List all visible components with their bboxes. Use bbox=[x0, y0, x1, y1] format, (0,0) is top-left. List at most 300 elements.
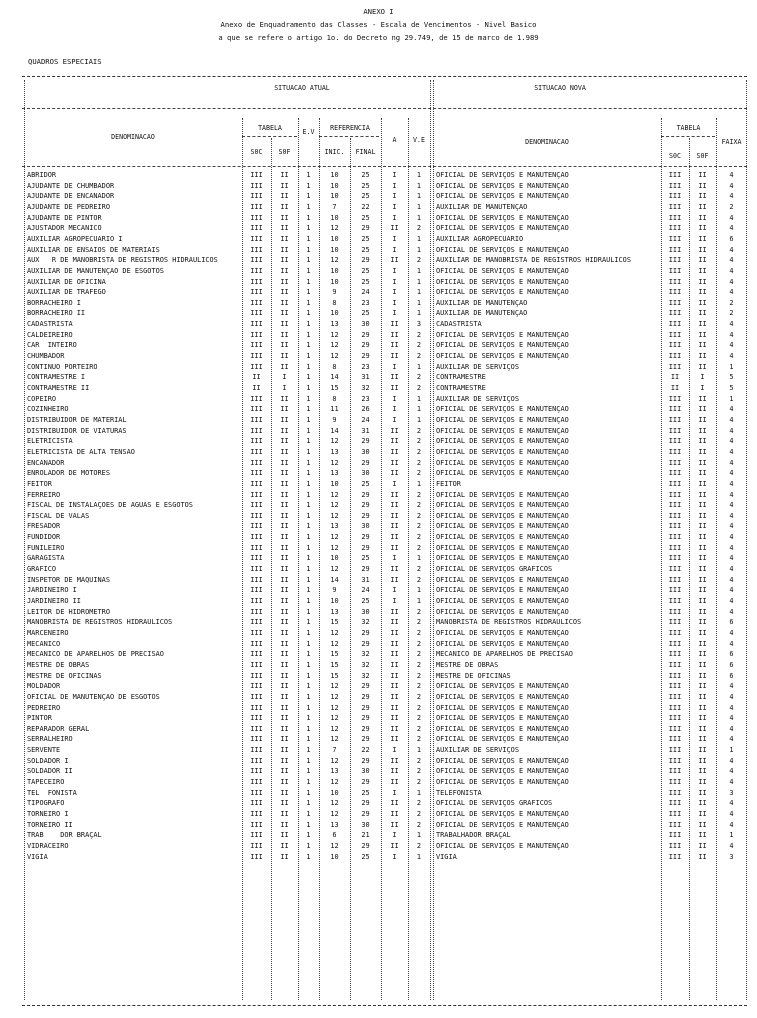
cell-soc-nova: III bbox=[668, 618, 682, 627]
cell-sof-atual: II bbox=[280, 820, 289, 829]
cell-denominacao-atual: TORNEIRO II bbox=[27, 820, 73, 829]
cell-soc-nova: III bbox=[668, 341, 682, 350]
cell-soc-atual: III bbox=[250, 692, 263, 701]
cell-inic: 10 bbox=[330, 245, 339, 254]
cell-final: 29 bbox=[361, 490, 370, 499]
cell-faixa: 6 bbox=[729, 234, 734, 243]
cell-denominacao-nova: OFICIAL DE SERVIÇOS E MANUTENÇAO bbox=[436, 703, 569, 712]
cell-denominacao-nova: OFICIAL DE SERVIÇOS E MANUTENÇAO bbox=[436, 490, 569, 499]
cell-soc-nova: III bbox=[668, 852, 682, 861]
table-row bbox=[0, 213, 757, 224]
cell-denominacao-nova: TELEFONISTA bbox=[436, 788, 482, 797]
cell-sof-atual: I bbox=[282, 384, 287, 392]
table-row bbox=[0, 298, 757, 309]
cell-soc-nova: III bbox=[668, 288, 682, 297]
cell-soc-atual: III bbox=[250, 575, 263, 584]
cell-soc-nova: III bbox=[668, 831, 682, 840]
cell-sof-atual: II bbox=[280, 192, 289, 201]
cell-soc-atual: III bbox=[250, 181, 263, 190]
cell-sof-nova: I bbox=[700, 384, 705, 392]
cell-soc-atual: III bbox=[250, 234, 263, 243]
cell-sof-atual: II bbox=[280, 437, 289, 446]
cell-sof-atual: II bbox=[280, 692, 289, 701]
cell-ev: 1 bbox=[306, 778, 311, 787]
cell-soc-atual: III bbox=[250, 309, 263, 318]
cell-denominacao-atual: COZINHEIRO bbox=[27, 405, 69, 414]
cell-faixa: 4 bbox=[729, 597, 734, 605]
cell-ve: 2 bbox=[416, 735, 422, 744]
table-row bbox=[0, 798, 757, 809]
cell-a: I bbox=[392, 597, 397, 605]
cell-soc-atual: III bbox=[250, 394, 263, 403]
cell-denominacao-nova: OFICIAL DE SERVIÇOS E MANUTENÇAO bbox=[436, 543, 569, 552]
cell-soc-nova: III bbox=[668, 692, 682, 701]
cell-final: 29 bbox=[361, 756, 370, 765]
cell-sof-atual: II bbox=[280, 181, 289, 190]
cell-sof-nova: II bbox=[698, 469, 707, 478]
cell-sof-atual: II bbox=[280, 469, 289, 478]
cell-soc-nova: III bbox=[668, 767, 682, 776]
cell-final: 29 bbox=[361, 256, 370, 265]
cell-denominacao-nova: OFICIAL DE SERVIÇOS E MANUTENÇAO bbox=[436, 458, 569, 467]
cell-ve: 2 bbox=[416, 618, 422, 627]
cell-sof-atual: II bbox=[280, 511, 289, 520]
cell-inic: 15 bbox=[330, 671, 339, 680]
cell-soc-atual: III bbox=[250, 671, 263, 680]
cell-denominacao-nova: OFICIAL DE SERVIÇOS E MANUTENÇAO bbox=[436, 554, 569, 563]
cell-denominacao-atual: MECANICO bbox=[27, 639, 61, 648]
cell-ev: 1 bbox=[306, 703, 311, 712]
cell-faixa: 4 bbox=[729, 810, 734, 818]
cell-inic: 7 bbox=[332, 746, 337, 755]
cell-sof-nova: II bbox=[698, 426, 707, 435]
cell-final: 31 bbox=[361, 575, 370, 584]
cell-soc-nova: III bbox=[668, 234, 682, 243]
cell-soc-nova: III bbox=[668, 682, 682, 691]
table-row bbox=[0, 713, 757, 724]
cell-sof-atual: II bbox=[280, 266, 289, 275]
cell-faixa: 6 bbox=[729, 671, 734, 680]
cell-faixa: 4 bbox=[729, 288, 734, 297]
cell-inic: 9 bbox=[332, 288, 337, 297]
cell-final: 30 bbox=[361, 469, 370, 478]
cell-soc-nova: III bbox=[668, 778, 682, 787]
header-situacao-atual: SITUACAO ATUAL bbox=[274, 84, 330, 92]
cell-soc-atual: III bbox=[250, 788, 263, 797]
cell-faixa: 4 bbox=[729, 213, 734, 222]
cell-soc-atual: III bbox=[250, 522, 263, 531]
cell-denominacao-atual: TEL FONISTA bbox=[27, 788, 77, 797]
cell-soc-atual: III bbox=[250, 533, 263, 542]
cell-denominacao-nova: AUXILIAR DE SERVIÇOS bbox=[436, 362, 519, 371]
cell-ev: 1 bbox=[306, 650, 311, 659]
table-row bbox=[0, 362, 757, 373]
cell-sof-atual: II bbox=[280, 586, 289, 595]
cell-sof-atual: II bbox=[280, 415, 289, 424]
cell-soc-atual: III bbox=[250, 628, 263, 637]
cell-denominacao-nova: VIGIA bbox=[436, 852, 457, 861]
cell-soc-atual: III bbox=[250, 202, 263, 211]
cell-soc-nova: III bbox=[668, 607, 682, 616]
header-sof-nova: S0F bbox=[696, 152, 709, 160]
cell-ev: 1 bbox=[306, 437, 311, 446]
cell-soc-atual: III bbox=[250, 320, 263, 329]
cell-sof-atual: II bbox=[280, 256, 289, 265]
header-inic: INIC. bbox=[324, 148, 345, 156]
cell-inic: 11 bbox=[330, 405, 339, 414]
cell-ev: 1 bbox=[306, 799, 311, 808]
cell-soc-nova: III bbox=[668, 522, 682, 531]
cell-sof-nova: II bbox=[698, 628, 707, 637]
cell-ev: 1 bbox=[306, 256, 311, 265]
annex-title: ANEXO I bbox=[363, 7, 394, 16]
cell-faixa: 4 bbox=[729, 628, 734, 637]
cell-denominacao-atual: PINTOR bbox=[27, 714, 52, 723]
cell-inic: 12 bbox=[330, 735, 339, 744]
cell-inic: 6 bbox=[332, 831, 337, 840]
cell-denominacao-nova: MESTRE DE OFICINAS bbox=[436, 671, 511, 680]
cell-ve: 1 bbox=[416, 202, 422, 211]
cell-ev: 1 bbox=[306, 618, 311, 627]
cell-sof-atual: II bbox=[280, 618, 289, 627]
cell-soc-nova: III bbox=[668, 724, 682, 733]
cell-denominacao-atual: MANOBRISTA DE REGISTROS HIDRAULICOS bbox=[27, 618, 173, 627]
cell-final: 29 bbox=[361, 639, 370, 648]
cell-faixa: 4 bbox=[729, 405, 734, 414]
cell-denominacao-atual: TIPOGRAFO bbox=[27, 799, 65, 808]
cell-faixa: 4 bbox=[729, 565, 734, 574]
cell-final: 29 bbox=[361, 628, 370, 637]
cell-ve: 1 bbox=[416, 554, 422, 563]
cell-inic: 10 bbox=[330, 309, 339, 318]
cell-ev: 1 bbox=[306, 543, 311, 552]
table-row bbox=[0, 639, 757, 650]
cell-faixa: 4 bbox=[729, 277, 734, 286]
cell-sof-atual: II bbox=[280, 479, 289, 488]
cell-denominacao-atual: AJUDANTE DE CHUMBADOR bbox=[27, 181, 115, 190]
cell-sof-nova: II bbox=[698, 405, 707, 414]
cell-sof-nova: II bbox=[698, 415, 707, 424]
cell-denominacao-nova: OFICIAL DE SERVIÇOS E MANUTENÇAO bbox=[436, 724, 569, 733]
cell-soc-nova: III bbox=[668, 320, 682, 329]
cell-soc-atual: III bbox=[250, 778, 263, 787]
tabela-new-subrule bbox=[661, 136, 715, 137]
cell-sof-nova: II bbox=[698, 341, 707, 350]
cell-sof-atual: II bbox=[280, 447, 289, 456]
cell-faixa: 1 bbox=[729, 362, 734, 371]
cell-ev: 1 bbox=[306, 671, 311, 680]
cell-inic: 7 bbox=[332, 202, 337, 211]
cell-denominacao-nova: AUXILIAR DE MANOBRISTA DE REGISTROS HIDRAULICOS bbox=[436, 256, 631, 265]
cell-sof-nova: II bbox=[698, 213, 707, 222]
cell-faixa: 4 bbox=[729, 330, 734, 339]
cell-faixa: 4 bbox=[729, 756, 734, 765]
cell-sof-atual: II bbox=[280, 703, 289, 712]
cell-inic: 12 bbox=[330, 810, 339, 818]
cell-denominacao-atual: CONTRAMESTRE II bbox=[27, 384, 90, 392]
table-row bbox=[0, 841, 757, 852]
cell-a: I bbox=[392, 192, 397, 201]
cell-a: I bbox=[392, 394, 397, 403]
cell-soc-atual: III bbox=[250, 405, 263, 414]
cell-denominacao-nova: MESTRE DE OBRAS bbox=[436, 660, 499, 669]
cell-inic: 12 bbox=[330, 543, 339, 552]
cell-ve: 1 bbox=[416, 192, 422, 201]
cell-a: II bbox=[390, 841, 399, 850]
header-soc-atual: S0C bbox=[250, 148, 263, 156]
cell-sof-atual: II bbox=[280, 650, 289, 659]
cell-ev: 1 bbox=[306, 384, 311, 392]
cell-soc-atual: III bbox=[250, 437, 263, 446]
cell-final: 29 bbox=[361, 724, 370, 733]
cell-inic: 12 bbox=[330, 714, 339, 723]
table-row bbox=[0, 564, 757, 575]
table-row bbox=[0, 351, 757, 362]
cell-soc-nova: III bbox=[668, 810, 682, 818]
header-referencia: REFERENCIA bbox=[330, 124, 370, 132]
cell-denominacao-nova: OFICIAL DE SERVIÇOS E MANUTENÇAO bbox=[436, 277, 569, 286]
cell-inic: 12 bbox=[330, 341, 339, 350]
cell-a: II bbox=[390, 607, 399, 616]
cell-denominacao-atual: VIDRACEIRO bbox=[27, 841, 69, 850]
cell-sof-atual: II bbox=[280, 341, 289, 350]
cell-inic: 8 bbox=[332, 362, 337, 371]
cell-soc-nova: III bbox=[668, 565, 682, 574]
cell-a: I bbox=[392, 213, 397, 222]
cell-inic: 15 bbox=[330, 650, 339, 659]
cell-ve: 1 bbox=[416, 852, 422, 861]
cell-a: II bbox=[390, 682, 399, 691]
table-row bbox=[0, 255, 757, 266]
cell-a: I bbox=[392, 405, 397, 414]
cell-ve: 2 bbox=[416, 447, 422, 456]
cell-soc-atual: III bbox=[250, 277, 263, 286]
table-row bbox=[0, 266, 757, 277]
cell-inic: 15 bbox=[330, 618, 339, 627]
cell-denominacao-nova: AUXILIAR DE SERVIÇOS bbox=[436, 746, 519, 755]
cell-a: II bbox=[390, 426, 399, 435]
cell-a: II bbox=[390, 671, 399, 680]
cell-ve: 1 bbox=[416, 831, 422, 840]
cell-a: II bbox=[390, 820, 399, 829]
section-title: QUADROS ESPECIAIS bbox=[28, 57, 102, 66]
table-row bbox=[0, 617, 757, 628]
table-row bbox=[0, 202, 757, 213]
table-row bbox=[0, 692, 757, 703]
cell-soc-nova: III bbox=[668, 437, 682, 446]
cell-soc-nova: III bbox=[668, 479, 682, 488]
cell-denominacao-atual: SOLDADOR I bbox=[27, 756, 69, 765]
cell-sof-nova: II bbox=[698, 501, 707, 510]
cell-ve: 2 bbox=[416, 511, 422, 520]
cell-ve: 1 bbox=[416, 405, 422, 414]
cell-final: 25 bbox=[361, 171, 370, 179]
cell-denominacao-atual: DISTRIBUIDOR DE MATERIAL bbox=[27, 415, 127, 424]
cell-ev: 1 bbox=[306, 788, 311, 797]
cell-final: 26 bbox=[361, 405, 370, 414]
cell-sof-atual: II bbox=[280, 330, 289, 339]
cell-denominacao-atual: AJUDANTE DE PEDREIRO bbox=[27, 202, 110, 211]
cell-faixa: 4 bbox=[729, 469, 734, 478]
cell-ve: 1 bbox=[416, 597, 422, 605]
cell-soc-atual: III bbox=[250, 224, 263, 233]
cell-sof-atual: II bbox=[280, 490, 289, 499]
cell-soc-nova: III bbox=[668, 575, 682, 584]
cell-inic: 12 bbox=[330, 511, 339, 520]
cell-soc-atual: III bbox=[250, 682, 263, 691]
cell-soc-atual: III bbox=[250, 341, 263, 350]
cell-final: 32 bbox=[361, 618, 370, 627]
cell-denominacao-atual: ELETRICISTA DE ALTA TENSAO bbox=[27, 447, 135, 456]
cell-denominacao-nova: OFICIAL DE SERVIÇOS E MANUTENÇAO bbox=[436, 171, 569, 179]
header-final: FINAL bbox=[355, 148, 376, 156]
cell-ve: 2 bbox=[416, 628, 422, 637]
cell-denominacao-atual: AJUDANTE DE ENCANADOR bbox=[27, 192, 115, 201]
cell-ev: 1 bbox=[306, 213, 311, 222]
cell-final: 25 bbox=[361, 277, 370, 286]
cell-inic: 12 bbox=[330, 799, 339, 808]
cell-denominacao-nova: OFICIAL DE SERVIÇOS E MANUTENÇAO bbox=[436, 415, 569, 424]
table-row bbox=[0, 703, 757, 714]
cell-ev: 1 bbox=[306, 171, 311, 179]
cell-sof-atual: II bbox=[280, 724, 289, 733]
table-row bbox=[0, 724, 757, 735]
cell-final: 32 bbox=[361, 660, 370, 669]
cell-faixa: 4 bbox=[729, 266, 734, 275]
cell-soc-nova: III bbox=[668, 554, 682, 563]
cell-denominacao-atual: PEDREIRO bbox=[27, 703, 61, 712]
cell-final: 24 bbox=[361, 586, 370, 595]
cell-sof-atual: II bbox=[280, 501, 289, 510]
cell-soc-atual: III bbox=[250, 256, 263, 265]
cell-final: 30 bbox=[361, 522, 370, 531]
cell-ev: 1 bbox=[306, 597, 311, 605]
header-denominacao-atual: DENOMINACAO bbox=[111, 133, 155, 141]
cell-sof-nova: II bbox=[698, 597, 707, 605]
header-ev: E.V bbox=[302, 128, 315, 136]
cell-ve: 2 bbox=[416, 756, 422, 765]
cell-ve: 2 bbox=[416, 384, 422, 392]
cell-final: 30 bbox=[361, 607, 370, 616]
cell-denominacao-atual: CAR INTEIRO bbox=[27, 341, 77, 350]
cell-sof-atual: II bbox=[280, 628, 289, 637]
cell-denominacao-atual: AJUSTADOR MECANICO bbox=[27, 224, 102, 233]
cell-a: I bbox=[392, 171, 397, 179]
table-row bbox=[0, 628, 757, 639]
cell-denominacao-atual: MECANICO DE APARELHOS DE PRECISAO bbox=[27, 650, 164, 659]
cell-soc-atual: II bbox=[252, 373, 261, 382]
cell-final: 29 bbox=[361, 810, 370, 818]
table-row bbox=[0, 447, 757, 458]
cell-final: 29 bbox=[361, 841, 370, 850]
cell-soc-nova: III bbox=[668, 703, 682, 712]
cell-denominacao-nova: OFICIAL DE SERVIÇOS E MANUTENÇAO bbox=[436, 628, 569, 637]
table-row bbox=[0, 245, 757, 256]
cell-sof-nova: II bbox=[698, 575, 707, 584]
cell-faixa: 4 bbox=[729, 714, 734, 723]
cell-ve: 1 bbox=[416, 171, 422, 179]
cell-soc-atual: III bbox=[250, 426, 263, 435]
cell-final: 31 bbox=[361, 373, 370, 382]
cell-sof-atual: II bbox=[280, 575, 289, 584]
cell-ev: 1 bbox=[306, 373, 311, 382]
cell-ve: 2 bbox=[416, 724, 422, 733]
cell-ve: 2 bbox=[416, 469, 422, 478]
cell-final: 29 bbox=[361, 341, 370, 350]
cell-final: 25 bbox=[361, 597, 370, 605]
cell-denominacao-nova: OFICIAL DE SERVIÇOS E MANUTENÇAO bbox=[436, 841, 569, 850]
cell-inic: 13 bbox=[330, 522, 339, 531]
cell-ev: 1 bbox=[306, 820, 311, 829]
cell-ve: 2 bbox=[416, 692, 422, 701]
table-row bbox=[0, 404, 757, 415]
cell-inic: 10 bbox=[330, 213, 339, 222]
cell-soc-nova: III bbox=[668, 405, 682, 414]
cell-ve: 1 bbox=[416, 277, 422, 286]
cell-ve: 2 bbox=[416, 799, 422, 808]
cell-sof-atual: II bbox=[280, 735, 289, 744]
cell-soc-atual: III bbox=[250, 756, 263, 765]
cell-denominacao-nova: AUXILIAR DE MANUTENÇAO bbox=[436, 202, 528, 211]
cell-final: 29 bbox=[361, 735, 370, 744]
header-bottom-rule bbox=[22, 166, 747, 167]
cell-faixa: 4 bbox=[729, 767, 734, 776]
cell-sof-nova: II bbox=[698, 277, 707, 286]
cell-a: I bbox=[392, 788, 397, 797]
cell-denominacao-atual: MOLDADOR bbox=[27, 682, 61, 691]
cell-ev: 1 bbox=[306, 405, 311, 414]
cell-final: 25 bbox=[361, 181, 370, 190]
cell-final: 29 bbox=[361, 778, 370, 787]
cell-soc-nova: III bbox=[668, 224, 682, 233]
cell-inic: 12 bbox=[330, 703, 339, 712]
cell-sof-nova: II bbox=[698, 799, 707, 808]
cell-ev: 1 bbox=[306, 746, 311, 755]
cell-soc-atual: III bbox=[250, 852, 263, 861]
cell-ev: 1 bbox=[306, 320, 311, 329]
cell-inic: 13 bbox=[330, 820, 339, 829]
cell-a: II bbox=[390, 373, 399, 382]
cell-sof-nova: II bbox=[698, 714, 707, 723]
cell-sof-atual: II bbox=[280, 213, 289, 222]
cell-soc-atual: II bbox=[252, 384, 261, 392]
cell-sof-atual: II bbox=[280, 533, 289, 542]
cell-soc-nova: III bbox=[668, 202, 682, 211]
cell-soc-nova: III bbox=[668, 192, 682, 201]
cell-a: I bbox=[392, 831, 397, 840]
cell-ve: 2 bbox=[416, 703, 422, 712]
cell-final: 32 bbox=[361, 384, 370, 392]
cell-inic: 12 bbox=[330, 533, 339, 542]
cell-sof-nova: II bbox=[698, 192, 707, 201]
cell-faixa: 5 bbox=[729, 373, 734, 382]
cell-sof-atual: II bbox=[280, 522, 289, 531]
cell-sof-atual: II bbox=[280, 671, 289, 680]
cell-soc-nova: III bbox=[668, 820, 682, 829]
table-row bbox=[0, 756, 757, 767]
cell-denominacao-nova: OFICIAL DE SERVIÇOS E MANUTENÇAO bbox=[436, 426, 569, 435]
cell-sof-atual: II bbox=[280, 543, 289, 552]
cell-a: II bbox=[390, 511, 399, 520]
cell-a: II bbox=[390, 522, 399, 531]
cell-a: II bbox=[390, 437, 399, 446]
cell-sof-nova: II bbox=[698, 224, 707, 233]
cell-faixa: 4 bbox=[729, 224, 734, 233]
cell-faixa: 4 bbox=[729, 522, 734, 531]
cell-a: II bbox=[390, 778, 399, 787]
cell-a: II bbox=[390, 490, 399, 499]
cell-denominacao-atual: FERREIRO bbox=[27, 490, 61, 499]
